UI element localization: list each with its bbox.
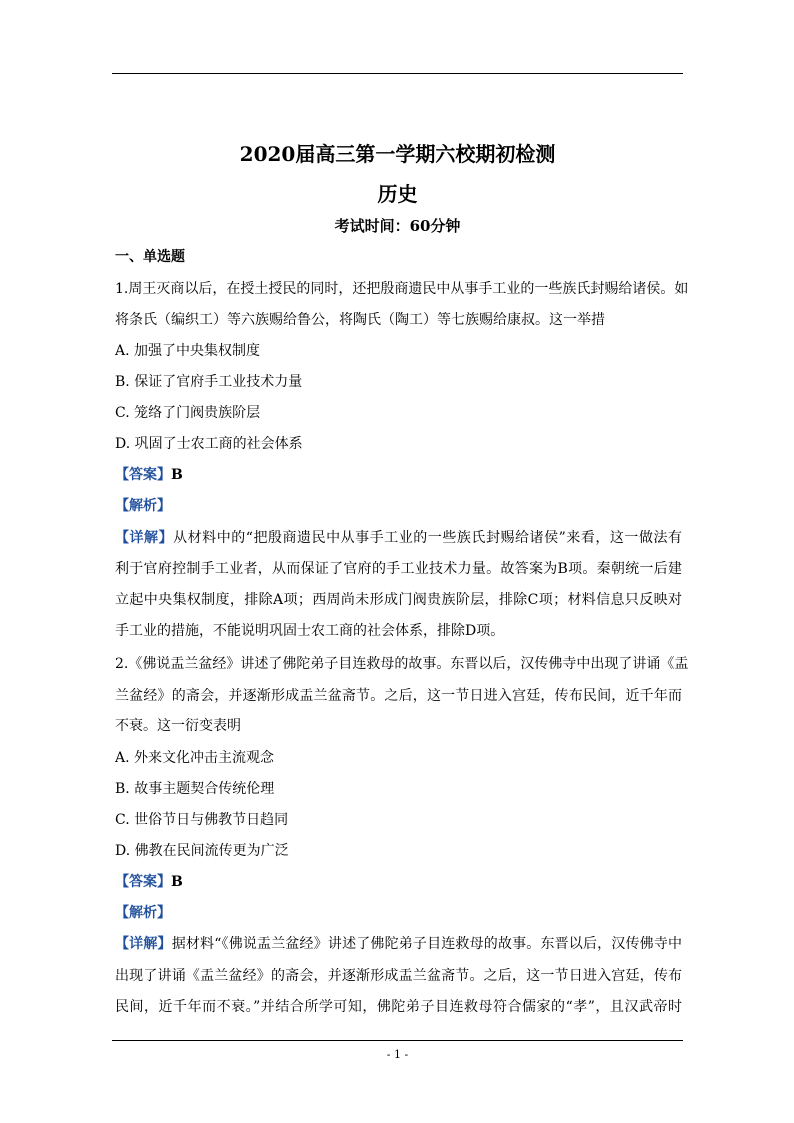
- q2-stem-line-1: 2.《佛说盂兰盆经》讲述了佛陀弟子目连救母的故事。东晋以后，汉传佛寺中出现了讲诵《盂: [115, 656, 689, 672]
- q1-option-b: B. 保证了官府手工业技术力量: [115, 374, 303, 390]
- q2-answer-value: B: [171, 874, 183, 890]
- subject-title: 历史: [377, 182, 418, 206]
- q2-option-d: D. 佛教在民间流传更为广泛: [115, 843, 289, 859]
- page-number: - 1 -: [386, 1048, 409, 1061]
- exam-title: 2020届高三第一学期六校期初检测: [239, 142, 556, 166]
- q1-detail-label: 【详解】: [115, 530, 174, 546]
- exam-time: 考试时间：60分钟: [334, 217, 461, 235]
- section-heading: 一、单选题: [115, 249, 185, 265]
- q2-detail-line-2: 出现了讲诵《盂兰盆经》的斋会，并逐渐形成盂兰盆斋节。之后，这一节日进入宫廷，传布: [115, 968, 682, 984]
- q1-detail-line-2: 利于官府控制手工业者，从而保证了官府的手工业技术力量。故答案为B项。秦朝统一后建: [115, 561, 682, 577]
- q2-detail-text-1: 据材料“《佛说盂兰盆经》讲述了佛陀弟子目连救母的故事。东晋以后，汉传佛寺中: [171, 936, 683, 952]
- q1-option-d: D. 巩固了士农工商的社会体系: [115, 436, 303, 452]
- q2-detail-line-1: [115, 934, 682, 954]
- q2-option-a: A. 外来文化冲击主流观念: [115, 750, 275, 766]
- q1-stem-line-1: 1.周王灭商以后，在授土授民的同时，还把殷商遗民中从事手工业的一些族氏封赐给诸侯。如: [115, 281, 689, 297]
- q2-answer-label: 【答案】: [115, 874, 171, 890]
- q2-stem-line-2: 兰盆经》的斋会，并逐渐形成盂兰盆斋节。之后，这一节日进入宫廷，传布民间，近千年而: [115, 688, 682, 704]
- q2-stem-line-3: 不衰。这一衍变表明: [115, 718, 241, 734]
- q2-detail-line-3: 民间，近千年而不衰。”并结合所学可知，佛陀弟子目连救母符合儒家的“孝”，且汉武帝时: [115, 999, 682, 1015]
- q1-detail-line-1: [115, 528, 682, 548]
- q1-analysis-label: 【解析】: [115, 498, 171, 514]
- q2-detail-label: 【详解】: [115, 936, 172, 952]
- q2-option-b: B. 故事主题契合传统伦理: [115, 781, 275, 797]
- q2-analysis-label: 【解析】: [115, 905, 171, 921]
- q1-option-a: A. 加强了中央集权制度: [115, 343, 261, 359]
- q1-detail-line-4: 手工业的措施，不能说明巩固士农工商的社会体系，排除D项。: [115, 623, 505, 639]
- footer-rule: [112, 1040, 683, 1041]
- q1-stem-line-2: 将条氏（编织工）等六族赐给鲁公，将陶氏（陶工）等七族赐给康叔。这一举措: [115, 312, 605, 328]
- q1-answer-label: 【答案】: [115, 467, 171, 483]
- q2-answer: [115, 872, 183, 892]
- q1-answer-value: B: [171, 467, 183, 483]
- q1-detail-text-1: 从材料中的“把殷商遗民中从事手工业的一些族氏封赐给诸侯”来看，这一做法有: [173, 530, 683, 546]
- q1-option-c: C. 笼络了门阀贵族阶层: [115, 405, 261, 421]
- q1-answer: [115, 465, 183, 485]
- q1-detail-line-3: 立起中央集权制度，排除A项；西周尚未形成门阀贵族阶层，排除C项；材料信息只反映对: [115, 592, 682, 608]
- header-rule: [112, 73, 683, 74]
- q2-option-c: C. 世俗节日与佛教节日趋同: [115, 812, 289, 828]
